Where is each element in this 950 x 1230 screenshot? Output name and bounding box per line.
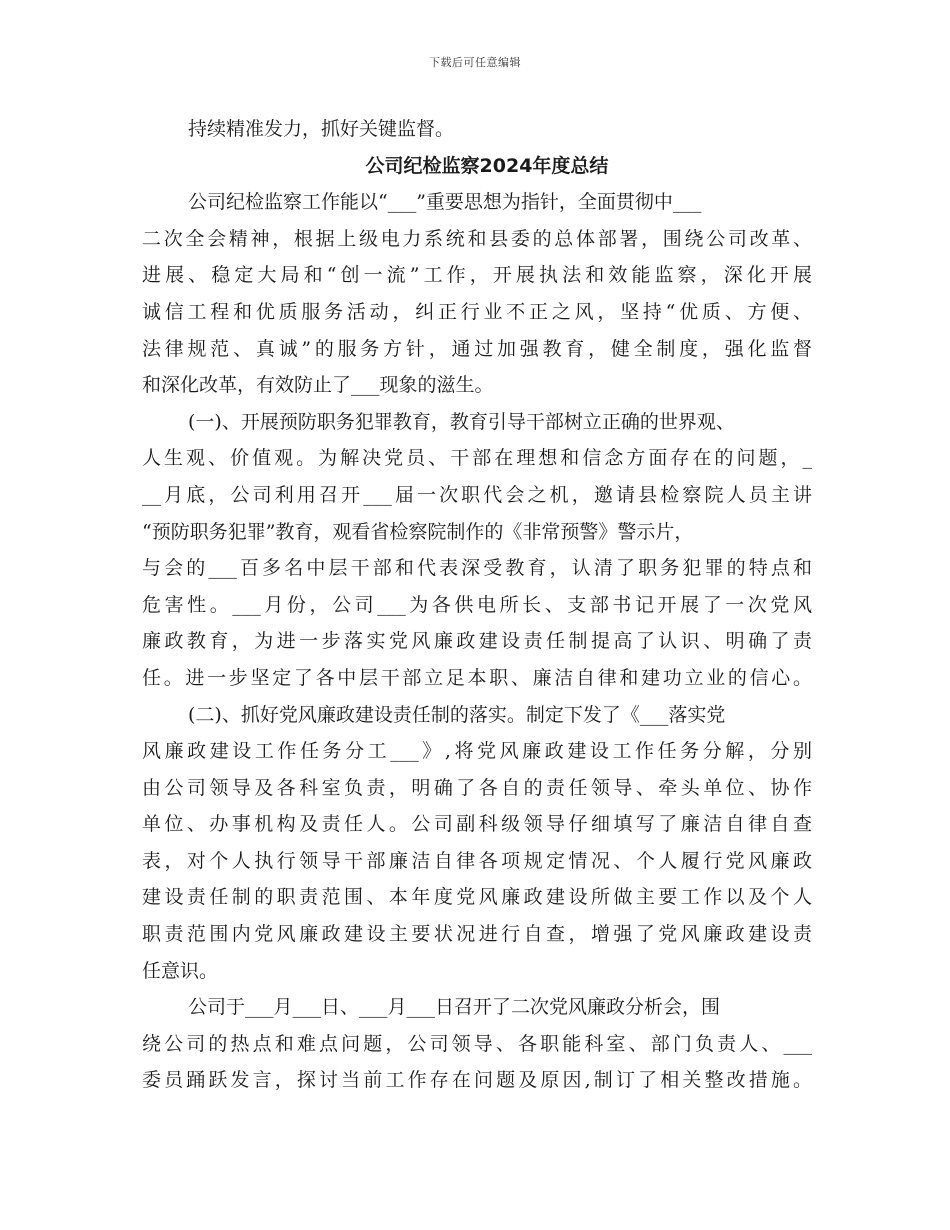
text-line: 诚信工程和优质服务活动，纠正行业不正之风，坚持“优质、方便、 xyxy=(142,300,812,323)
text-line: 人生观、价值观。为解决党员、干部在理想和信念方面存在的问题，_ xyxy=(142,447,812,470)
document-title: 公司纪检监察2024年度总结 xyxy=(365,154,609,177)
text-line: 和深化改革，有效防止了___现象的滋生。 xyxy=(142,374,494,397)
text-line: 风廉政建设工作任务分工___》,将党风廉政建设工作任务分解，分别 xyxy=(142,740,812,763)
text-line: (二)、抓好党风廉政建设责任制的落实。制定下发了《___落实党 xyxy=(188,703,726,726)
text-line: 二次全会精神，根据上级电力系统和县委的总体部署，围绕公司改革、 xyxy=(142,227,812,250)
text-line: 单位、办事机构及责任人。公司副科级领导仔细填写了廉洁自律自查 xyxy=(142,813,812,836)
text-line: 建设责任制的职责范围、本年度党风廉政建设所做主要工作以及个人 xyxy=(142,886,812,909)
page-header: 下载后可任意编辑 xyxy=(429,56,521,69)
document-body xyxy=(142,111,812,1099)
text-line: 委员踊跃发言，探讨当前工作存在问题及原因,制订了相关整改措施。 xyxy=(142,1069,812,1092)
text-line: 任。进一步坚定了各中层干部立足本职、廉洁自律和建功立业的信心。 xyxy=(142,666,812,689)
text-line: 进展、稳定大局和“创一流”工作，开展执法和效能监察，深化开展 xyxy=(142,264,812,287)
text-line: “预防职务犯罪”教育，观看省检察院制作的《非常预警》警示片， xyxy=(142,520,694,543)
text-line: 表，对个人执行领导干部廉洁自律各项规定情况、个人履行党风廉政 xyxy=(142,849,812,872)
text-line: 职责范围内党风廉政建设主要状况进行自查，增强了党风廉政建设责 xyxy=(142,923,812,946)
text-line: 公司于___月___日、___月___日召开了二次党风廉政分析会，围 xyxy=(188,996,721,1019)
text-line: 法律规范、真诚”的服务方针，通过加强教育，健全制度，强化监督 xyxy=(142,337,812,360)
text-line: 危害性。___月份，公司___为各供电所长、支部书记开展了一次党风 xyxy=(142,593,812,616)
text-line: 由公司领导及各科室负责，明确了各自的责任领导、牵头单位、协作 xyxy=(142,776,812,799)
text-line: (一)、开展预防职务犯罪教育，教育引导干部树立正确的世界观、 xyxy=(188,410,735,433)
text-line: 任意识。 xyxy=(142,959,219,982)
text-line: 绕公司的热点和难点问题，公司领导、各职能科室、部门负责人、___ xyxy=(142,1032,812,1055)
text-line: 持续精准发力，抓好关键监督。 xyxy=(188,118,455,140)
text-line: 与会的___百多名中层干部和代表深受教育，认清了职务犯罪的特点和 xyxy=(142,557,812,580)
text-line: __月底，公司利用召开___届一次职代会之机，邀请县检察院人员主讲 xyxy=(142,483,812,506)
text-line: 廉政教育，为进一步落实党风廉政建设责任制提高了认识、明确了责 xyxy=(142,630,812,653)
text-line: 公司纪检监察工作能以“___”重要思想为指针，全面贯彻中___ xyxy=(188,191,702,214)
